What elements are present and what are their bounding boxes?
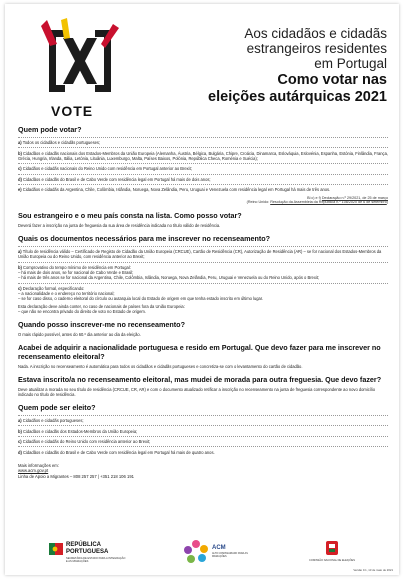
list-item [18,140,388,145]
ballot-x-icon [35,18,125,104]
answer-text: Deverá fazer a inscrição na junta de freguesia da sua área de residência indicada no título válido de residência. [18,223,221,229]
cne-emblem-icon [305,538,359,558]
list-item-letter: c) [18,439,22,445]
header-subtitle-line-2: estrangeiros residentes [246,41,387,56]
list-item-letter: d) [18,176,22,182]
list-item [18,450,388,455]
legal-link-resolucao[interactable]: Resolução da Assembleia da República n.º 108/2020 de 6 de setembro [270,200,387,205]
header-subtitle-line-3: em Portugal [314,56,387,71]
answer-text: Deve atualizar a morada no seu título de residência (CRCUE, CR, AR) e com o documento atualizado retificar a inscrição no recenseamento na junta de freguesia correspondente ao novo domicílio indicado no título de residência. [18,386,376,397]
list-item-letter: c) [18,166,22,172]
list-item [18,429,388,434]
portugal-flag-icon [49,543,63,555]
list-item-letter: a) [18,249,22,255]
question-new-nationality: Acabei de adquirir a nacionalidade portuguesa e resido em Portugal. Que devo fazer para me inscrever no recenseamento eleitoral? [18,343,381,361]
question-changed-address: Estava inscrito/a no recenseamento eleitoral, mas mudei de morada para outra freguesia. Que devo fazer? [18,374,382,384]
divider [18,184,388,185]
divider [18,446,388,447]
version-note: Versão 0.1, 13 de maio de 2021 [353,568,393,572]
legal-prefix: (Reino Unido: [246,200,271,205]
divider [18,415,388,416]
legal-reference [18,196,388,206]
answer-text: O mais rápido possível, antes do 60.º dia anterior ao dia da eleição. [18,331,141,337]
list-item-text: Título de residência válido – Certificado de Registo de Cidadão da União Europeia (CRCUE), Cartão de Residência (CR), Autorização de Residência (AR) – se for nacional dos Estados-Membros da União Europeia ou do Reino Unido, com residência anterior ao Brexit; [18,249,382,260]
list-item-text: Cidadãos e cidadãs portugueses; [22,417,84,423]
list-item-letter: b) [18,150,22,156]
divider [18,174,388,175]
list-item-letter: a) [18,139,22,145]
list-item-letter: b) [18,428,22,434]
list-item-text: Cidadãos e cidadãs dos Estados-Membros da União Europeia; [23,428,138,434]
list-item [18,187,388,192]
list-item-letter: b) [18,265,22,271]
sub-item: – se for caso disso, o caderno eleitoral do círculo ou autarquia local do Estado de origem em que tenha estado inscrito em último lugar. [18,296,264,302]
sub-item: – há mais de três anos se for nacional da Argentina, Chile, Colômbia, Islândia, Noruega, Nova Zelândia, Peru, Uruguai e Venezuela ou do Reino Unido, após o Brexit; [18,275,320,281]
divider [18,283,388,284]
question-how-to-vote: Sou estrangeiro e o meu país consta na lista. Como posso votar? [18,211,242,221]
divider [18,246,388,247]
list-item-text: Comprovativo do tempo mínimo de residência em Portugal: [23,265,131,271]
footer-logos [5,534,399,575]
question-who-can-be-elected: Quem pode ser eleito? [18,402,96,412]
acm-logo [183,539,263,569]
sub-item: – há mais de dois anos, se for nacional de Cabo Verde e Brasil; [18,270,134,276]
contact-info [18,463,388,479]
cne-logo [305,538,359,568]
header-title-block [147,26,387,105]
legal-suffix: ) [386,200,388,205]
list-item-letter: a) [18,417,22,423]
list-item-text: Declaração formal, especificando: [22,286,85,291]
question-when-register: Quando posso inscrever-me no recenseamento? [18,320,185,330]
republica-portuguesa-logo [49,541,129,569]
list-item-text: Cidadãos e cidadãs nacionais dos Estados-Membros da União Europeia (Alemanha, Áustria, Bélgica, Bulgária, Chipre, Croácia, Dinamarca, Eslováquia, Eslovénia, Espanha, Estónia, Finlândia, França, Grécia, Hungria, Irlanda, Itália, Letónia, Lituânia, Luxemburgo, Malta, Países Baixos, Polónia, República Checa, Roménia e Suécia); [18,150,389,161]
republica-name-line-1: REPÚBLICA [66,542,102,548]
acm-name: ACM [212,545,226,551]
question-documents: Quais os documentos necessários para me inscrever no recenseamento? [18,234,271,244]
republica-secretaria: SECRETÁRIA DE ESTADO PARA A INTEGRAÇÃO E AS MIGRAÇÕES [66,557,126,563]
list-item-text: Cidadãos e cidadãs do Brasil e de Cabo Verde com residência legal em Portugal há mais de quatro anos. [23,449,215,455]
answer-text: Nada. A inscrição no recenseamento é automática para todos os cidadãos e cidadãs portugueses e concretiza-se com o levantamento do cartão de cidadão. [18,363,303,369]
list-item-text: Cidadãos e cidadãs do Brasil e de Cabo Verde com residência legal em Portugal há mais de dois anos; [23,176,211,182]
divider [18,425,388,426]
list-item-letter: e) [18,187,22,193]
header-title-line-2: eleições autárquicas 2021 [208,89,387,105]
list-item [18,439,388,444]
divider [18,163,388,164]
list-item-text: Cidadãos e cidadãs nacionais do Reino Unido com residência em Portugal anterior ao Brexit; [22,166,192,172]
question-who-can-vote: Quem pode votar? [18,125,82,134]
contact-phone: Linha de Apoio a Migrantes – 808 257 257 | +351 218 106 191 [18,473,134,479]
contact-website-link[interactable]: www.acm.gov.pt [18,468,49,474]
header-subtitle-line-1: Aos cidadãos e cidadãs [244,26,387,41]
flyer-content [18,126,388,479]
legal-prefix: Bi c) e f) [307,195,322,200]
republica-name-line-2: PORTUGUESA [66,548,109,555]
list-item [18,151,388,161]
list-item-text: Cidadãos e cidadãs do Reino Unido com residência anterior ao Brexit; [22,439,151,445]
note-text: Esta declaração deve ainda conter, no caso de nacionais de países fora da União Europeia: [18,303,185,309]
list-item-text: Cidadãos e cidadãs da Argentina, Chile, Colômbia, Islândia, Noruega, Nova Zelândia, Peru, Uruguai e Venezuela com residência legal em Portugal há mais de três anos. [22,187,331,193]
acm-flower-icon [183,539,209,565]
flyer-page [5,4,399,575]
contact-label: Mais informações em: [18,462,59,468]
divider [18,137,388,138]
cne-name: COMISSÃO NACIONAL DE ELEIÇÕES [309,559,355,562]
list-item [18,249,388,259]
list-item-letter: d) [18,449,22,455]
list-item-text: Todos os cidadãos e cidadãs portugueses; [22,139,101,145]
list-item [18,177,388,182]
legal-link-declaracao[interactable]: Declaração n.º 29/2021, de 25 de março [321,195,388,200]
list-item [18,418,388,423]
list-item-letter: c) [18,286,22,291]
list-item [18,166,388,171]
vote-label: VOTE [51,103,94,119]
sub-item: – que não se encontra privado do direito de voto no Estado de origem. [18,309,146,314]
divider [18,262,388,263]
acm-subtitle: ALTO COMISSARIADO PARA AS MIGRAÇÕES [212,552,248,558]
sub-item: – a nacionalidade e o endereço no território nacional; [18,291,115,297]
divider [18,147,388,148]
divider [18,436,388,437]
header-title-line-1: Como votar nas [277,72,387,88]
vote-logo [35,18,125,110]
republica-portuguesa-name [66,542,108,555]
